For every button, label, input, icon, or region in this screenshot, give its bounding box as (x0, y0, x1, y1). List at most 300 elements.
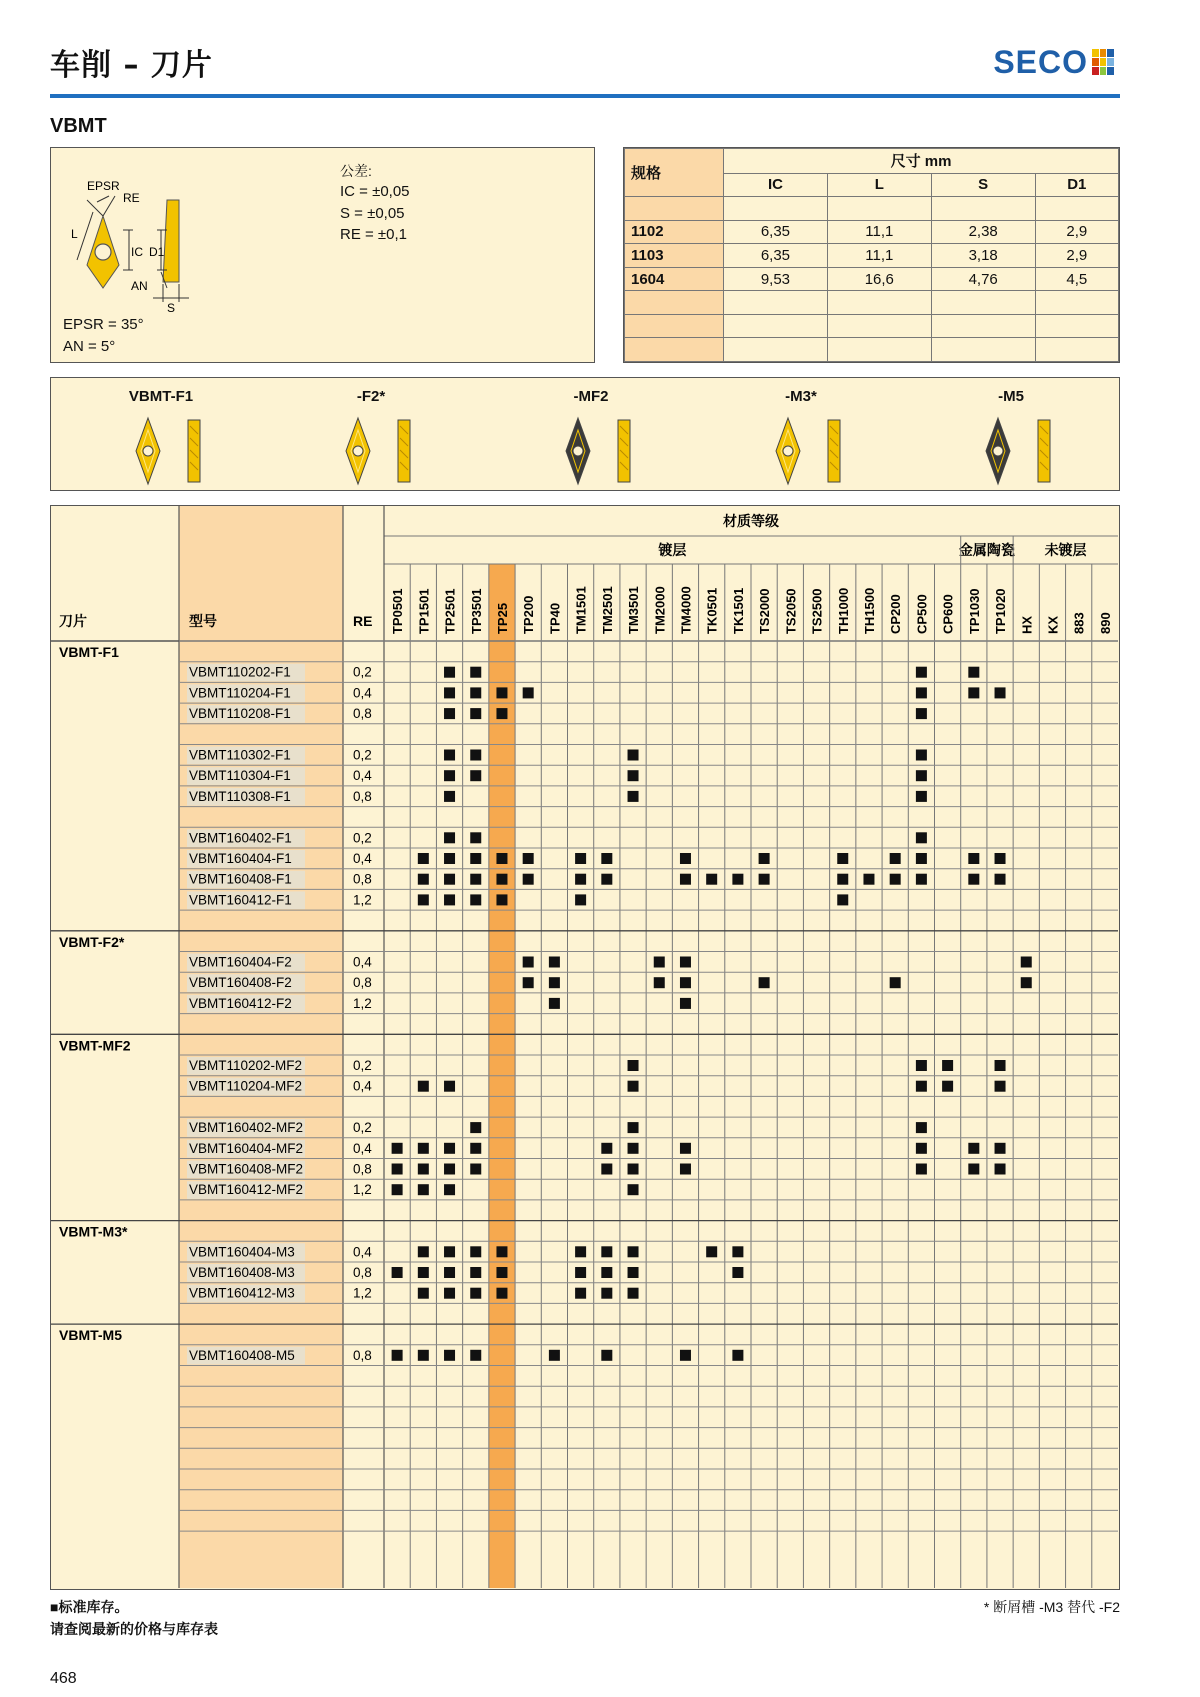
stock-mark (995, 687, 1006, 698)
stock-mark (628, 1288, 639, 1299)
stock-mark (942, 1081, 953, 1092)
stock-mark (1021, 977, 1032, 988)
d1-cell: 2,9 (1035, 220, 1118, 244)
stock-mark (444, 1267, 455, 1278)
model-number: VBMT110202-F1 (189, 664, 291, 680)
stock-mark (444, 708, 455, 719)
stock-mark (444, 791, 455, 802)
grade-header: TS2500 (809, 588, 825, 634)
model-number: VBMT110204-F1 (189, 685, 291, 701)
re-value: 0,2 (353, 664, 372, 680)
stock-mark (575, 874, 586, 885)
model-number: VBMT160408-F2 (189, 975, 292, 991)
re-value: 0,8 (353, 1347, 372, 1363)
re-column-header: RE (353, 613, 373, 629)
model-number: VBMT160412-M3 (189, 1285, 295, 1301)
re-value: 0,4 (353, 768, 372, 784)
grade-header: TP2501 (442, 588, 458, 634)
grade-header: TM1501 (573, 586, 589, 634)
l-label: L (71, 227, 78, 241)
grade-header: CP600 (940, 594, 956, 634)
stock-mark (916, 770, 927, 781)
model-number: VBMT160402-MF2 (189, 1120, 304, 1136)
stock-mark (732, 1267, 743, 1278)
d1-cell: 4,5 (1035, 267, 1118, 291)
stock-mark (444, 832, 455, 843)
stock-mark (837, 853, 848, 864)
stock-mark (995, 1081, 1006, 1092)
stock-mark (496, 853, 507, 864)
stock-mark (575, 1267, 586, 1278)
dimensions-table (624, 148, 1119, 362)
stock-mark (916, 1143, 927, 1154)
stock-mark (418, 1143, 429, 1154)
re-value: 0,4 (353, 851, 372, 866)
stock-mark (470, 687, 481, 698)
grade-header: TS2050 (783, 588, 799, 634)
stock-mark (470, 750, 481, 761)
l-cell: 11,1 (827, 244, 931, 268)
model-number: VBMT110308-F1 (189, 788, 291, 804)
col-header-d1: D1 (1035, 173, 1118, 197)
stock-mark (575, 1288, 586, 1299)
dimension-row (625, 244, 1119, 268)
re-value: 0,4 (353, 1244, 372, 1260)
stock-mark (418, 1288, 429, 1299)
grade-header: TK1501 (730, 587, 746, 634)
stock-mark (968, 1143, 979, 1154)
re-value: 0,4 (353, 685, 372, 701)
ic-cell: 6,35 (724, 220, 828, 244)
grade-header: TK0501 (704, 587, 720, 634)
stock-mark (418, 1081, 429, 1092)
stock-mark (444, 1081, 455, 1092)
grade-group-header: 镀层 (658, 542, 687, 558)
price-list-note: 请查阅最新的价格与库存表 (50, 1621, 218, 1637)
stock-mark (759, 874, 770, 885)
stock-mark (601, 874, 612, 885)
stock-mark (444, 1288, 455, 1299)
model-number: VBMT160412-F1 (189, 892, 292, 908)
stock-mark (916, 874, 927, 885)
stock-mark (444, 1164, 455, 1175)
stock-mark (470, 1288, 481, 1299)
col-header-l: L (827, 173, 931, 197)
stock-mark (470, 874, 481, 885)
re-value: 0,2 (353, 1058, 372, 1073)
model-number: VBMT160404-F2 (189, 954, 292, 970)
re-value: 0,8 (353, 1265, 372, 1280)
stock-mark (601, 1288, 612, 1299)
model-number: VBMT110304-F1 (189, 768, 291, 784)
re-value: 0,8 (353, 975, 372, 991)
stock-mark (418, 874, 429, 885)
chipbreaker-label: VBMT-F1 (128, 388, 194, 405)
grade-header: TP1020 (993, 588, 1009, 634)
tolerance-title: 公差: (340, 163, 372, 179)
stock-mark (392, 1350, 403, 1361)
model-number: VBMT160408-MF2 (189, 1161, 304, 1177)
stock-mark (890, 977, 901, 988)
grade-group-header: 金属陶瓷 (958, 542, 1015, 558)
stock-mark (496, 1267, 507, 1278)
chipbreaker-panel (50, 377, 1120, 491)
stock-mark (863, 874, 874, 885)
stock-mark (418, 894, 429, 905)
stock-mark (418, 1267, 429, 1278)
header-rule (50, 94, 1120, 98)
stock-mark (601, 1143, 612, 1154)
stock-mark (392, 1184, 403, 1195)
stock-mark (575, 1246, 586, 1257)
stock-mark (706, 1246, 717, 1257)
stock-mark (759, 977, 770, 988)
grade-header: TM3501 (626, 586, 642, 634)
stock-mark (470, 832, 481, 843)
col-header-s: S (931, 173, 1035, 197)
stock-mark (628, 750, 639, 761)
section-title: VBMT (50, 115, 107, 137)
stock-mark (470, 770, 481, 781)
stock-mark (968, 687, 979, 698)
stock-mark (732, 1246, 743, 1257)
stock-mark (837, 894, 848, 905)
grade-header: TP200 (521, 595, 537, 634)
stock-mark (496, 894, 507, 905)
re-value: 1,2 (353, 995, 372, 1011)
s-cell: 2,38 (931, 220, 1035, 244)
stock-mark (523, 957, 534, 968)
model-column-header: 型号 (189, 613, 217, 629)
stock-mark (916, 687, 927, 698)
grade-grid-svg (51, 506, 1118, 1588)
stock-mark (418, 853, 429, 864)
stock-mark (995, 1060, 1006, 1071)
epsr-note: EPSR = 35° (63, 316, 144, 333)
model-number: VBMT110202-MF2 (189, 1058, 303, 1073)
insert-column-header: 刀片 (59, 613, 87, 629)
dimension-row (625, 267, 1119, 291)
page-title: 车削 – 刀片 (50, 48, 213, 83)
stock-mark (706, 874, 717, 885)
grade-header: 883 (1071, 612, 1087, 634)
stock-mark (470, 1143, 481, 1154)
stock-mark (916, 667, 927, 678)
stock-mark (628, 1246, 639, 1257)
grade-header: TP1501 (416, 588, 432, 634)
stock-mark (470, 1267, 481, 1278)
grade-header: TP3501 (468, 588, 484, 634)
stock-mark (496, 874, 507, 885)
dimensions-table-panel (623, 147, 1120, 363)
d1-label: D1 (149, 245, 165, 259)
col-header-ic: IC (724, 173, 828, 197)
grade-group-header: 未镀层 (1044, 542, 1087, 558)
stock-mark (916, 791, 927, 802)
unit-header: 尺寸 mm (724, 149, 1119, 174)
stock-mark (680, 998, 691, 1009)
grade-header: CP500 (914, 594, 930, 634)
page-number: 468 (50, 1670, 77, 1687)
re-value: 1,2 (353, 892, 372, 908)
material-grade-header: 材质等级 (723, 513, 779, 529)
grade-header: TP0501 (390, 588, 406, 634)
grade-header: TP40 (547, 602, 563, 634)
stock-mark (470, 1122, 481, 1133)
stock-mark (995, 853, 1006, 864)
stock-mark (523, 874, 534, 885)
stock-mark (759, 853, 770, 864)
stock-mark (680, 1164, 691, 1175)
chipbreaker-4 (721, 378, 881, 490)
stock-mark (916, 1060, 927, 1071)
grade-header: TP25 (494, 602, 510, 634)
grade-header: TH1500 (861, 587, 877, 634)
dimension-row (625, 220, 1119, 244)
chipbreaker-label: -F2* (356, 388, 386, 405)
l-cell: 16,6 (827, 267, 931, 291)
model-number: VBMT160402-F1 (189, 830, 292, 846)
stock-mark (470, 1164, 481, 1175)
grade-header: TM4000 (678, 586, 694, 634)
stock-mark (470, 1246, 481, 1257)
stock-mark (470, 853, 481, 864)
an-label: AN (131, 279, 148, 293)
stock-mark (601, 1246, 612, 1257)
stock-mark (392, 1267, 403, 1278)
s-cell: 3,18 (931, 244, 1035, 268)
stock-mark (628, 1164, 639, 1175)
chipbreaker-label: -M5 (998, 388, 1024, 405)
stock-mark (523, 977, 534, 988)
stock-mark (549, 977, 560, 988)
re-value: 0,2 (353, 1120, 372, 1136)
stock-mark (470, 1350, 481, 1361)
stock-mark (575, 894, 586, 905)
grade-header: HX (1019, 615, 1035, 634)
grade-header: TP1030 (966, 588, 982, 634)
grade-header: CP200 (888, 594, 904, 634)
stock-mark (995, 874, 1006, 885)
stock-mark (601, 1164, 612, 1175)
stock-mark (680, 874, 691, 885)
stock-mark (444, 1143, 455, 1154)
stock-mark (496, 687, 507, 698)
stock-mark (392, 1143, 403, 1154)
stock-mark (444, 770, 455, 781)
stock-mark (628, 1184, 639, 1195)
re-value: 0,8 (353, 788, 372, 804)
stock-mark (444, 1350, 455, 1361)
insert-spec-panel (50, 147, 595, 363)
model-number: VBMT110204-MF2 (189, 1078, 303, 1094)
re-value: 0,4 (353, 1140, 372, 1156)
grade-header: TH1000 (835, 587, 851, 634)
stock-mark (837, 874, 848, 885)
insert-group-label: VBMT-F1 (59, 644, 119, 660)
stock-mark (496, 1246, 507, 1257)
stock-mark (392, 1164, 403, 1175)
re-value: 0,4 (353, 1078, 372, 1094)
chipbreaker-5 (931, 378, 1091, 490)
tolerance-re: RE = ±0,1 (340, 226, 408, 243)
stock-mark (628, 1143, 639, 1154)
stock-mark (916, 708, 927, 719)
model-number: VBMT160404-MF2 (189, 1140, 304, 1156)
stock-mark (470, 667, 481, 678)
insert-geometry-diagram (57, 160, 257, 320)
stock-mark (444, 853, 455, 864)
re-value: 0,4 (353, 954, 372, 970)
stock-mark (575, 853, 586, 864)
stock-mark (418, 1184, 429, 1195)
grade-header: TM2501 (599, 586, 615, 634)
stock-mark (444, 1246, 455, 1257)
stock-mark (444, 1184, 455, 1195)
s-cell: 4,76 (931, 267, 1035, 291)
re-value: 1,2 (353, 1285, 372, 1301)
footnote: * 断屑槽 -M3 替代 -F2 (983, 1599, 1120, 1615)
re-value: 0,2 (353, 747, 372, 763)
model-number: VBMT160404-F1 (189, 851, 292, 866)
stock-mark (496, 708, 507, 719)
stock-mark (654, 957, 665, 968)
stock-mark (916, 1164, 927, 1175)
ic-cell: 9,53 (724, 267, 828, 291)
brand-name: SECO (993, 43, 1088, 80)
chipbreaker-label: -M3* (785, 388, 817, 405)
logo-mark-icon (1092, 49, 1114, 75)
stock-mark (628, 770, 639, 781)
stock-mark (916, 1122, 927, 1133)
stock-mark (549, 998, 560, 1009)
grade-header: 890 (1097, 612, 1113, 634)
tolerance-s: S = ±0,05 (340, 205, 405, 222)
insert-icon (336, 416, 426, 486)
stock-mark (418, 1246, 429, 1257)
stock-mark (995, 1143, 1006, 1154)
stock-mark (680, 853, 691, 864)
stock-mark (654, 977, 665, 988)
stock-mark (601, 1267, 612, 1278)
stock-mark (968, 853, 979, 864)
model-number: VBMT160412-MF2 (189, 1182, 304, 1198)
stock-mark (444, 750, 455, 761)
stock-mark (628, 1060, 639, 1071)
stock-mark (732, 874, 743, 885)
stock-mark (680, 1350, 691, 1361)
re-label: RE (123, 191, 140, 205)
size-header: 规格 (625, 149, 724, 197)
stock-mark (968, 874, 979, 885)
an-note: AN = 5° (63, 338, 116, 355)
stock-mark (916, 853, 927, 864)
stock-mark (470, 894, 481, 905)
stock-mark (942, 1060, 953, 1071)
size-cell: 1604 (625, 267, 724, 291)
stock-mark (523, 853, 534, 864)
grade-header: KX (1045, 615, 1061, 634)
insert-group-label: VBMT-M5 (59, 1327, 122, 1344)
chipbreaker-2 (291, 378, 451, 490)
tolerance-ic: IC = ±0,05 (340, 183, 410, 200)
chipbreaker-3 (511, 378, 671, 490)
epsr-label: EPSR (87, 179, 120, 193)
stock-mark (444, 687, 455, 698)
grade-header: TM2000 (652, 586, 668, 634)
re-value: 0,2 (353, 830, 372, 846)
model-number: VBMT110302-F1 (189, 747, 291, 763)
stock-mark (523, 687, 534, 698)
stock-mark (680, 957, 691, 968)
stock-mark (444, 894, 455, 905)
stock-legend: ■标准库存。 (50, 1599, 129, 1615)
stock-mark (680, 977, 691, 988)
stock-mark (418, 1164, 429, 1175)
stock-mark (916, 750, 927, 761)
seco-logo (993, 43, 1114, 80)
stock-mark (628, 791, 639, 802)
stock-mark (470, 708, 481, 719)
stock-mark (549, 957, 560, 968)
stock-mark (732, 1350, 743, 1361)
model-number: VBMT160412-F2 (189, 995, 292, 1011)
stock-mark (916, 1081, 927, 1092)
stock-mark (628, 1081, 639, 1092)
re-value: 1,2 (353, 1182, 372, 1198)
chipbreaker-1 (81, 378, 241, 490)
ic-label: IC (131, 245, 143, 259)
model-number: VBMT110208-F1 (189, 706, 291, 722)
ic-cell: 6,35 (724, 244, 828, 268)
re-value: 0,8 (353, 871, 372, 887)
size-cell: 1102 (625, 220, 724, 244)
stock-mark (995, 1164, 1006, 1175)
insert-icon (976, 416, 1066, 486)
stock-mark (628, 1267, 639, 1278)
insert-group-label: VBMT-MF2 (59, 1037, 131, 1054)
insert-group-label: VBMT-F2* (59, 933, 125, 950)
stock-mark (444, 667, 455, 678)
model-number: VBMT160404-M3 (189, 1244, 295, 1260)
l-cell: 11,1 (827, 220, 931, 244)
chipbreaker-label: -MF2 (573, 388, 609, 405)
model-number: VBMT160408-F1 (189, 871, 292, 887)
stock-mark (628, 1122, 639, 1133)
stock-mark (496, 1288, 507, 1299)
stock-mark (549, 1350, 560, 1361)
insert-icon (556, 416, 646, 486)
stock-mark (680, 1143, 691, 1154)
stock-mark (601, 1350, 612, 1361)
stock-mark (1021, 957, 1032, 968)
grade-header: TS2000 (757, 588, 773, 634)
model-number: VBMT160408-M3 (189, 1265, 295, 1280)
insert-group-label: VBMT-M3* (59, 1223, 128, 1240)
re-value: 0,8 (353, 1161, 372, 1177)
re-value: 0,8 (353, 706, 372, 722)
stock-mark (968, 667, 979, 678)
insert-icon (126, 416, 216, 486)
s-label: S (167, 301, 176, 315)
d1-cell: 2,9 (1035, 244, 1118, 268)
stock-mark (601, 853, 612, 864)
stock-mark (890, 853, 901, 864)
stock-mark (444, 874, 455, 885)
stock-mark (916, 832, 927, 843)
stock-mark (890, 874, 901, 885)
model-number: VBMT160408-M5 (189, 1347, 295, 1363)
